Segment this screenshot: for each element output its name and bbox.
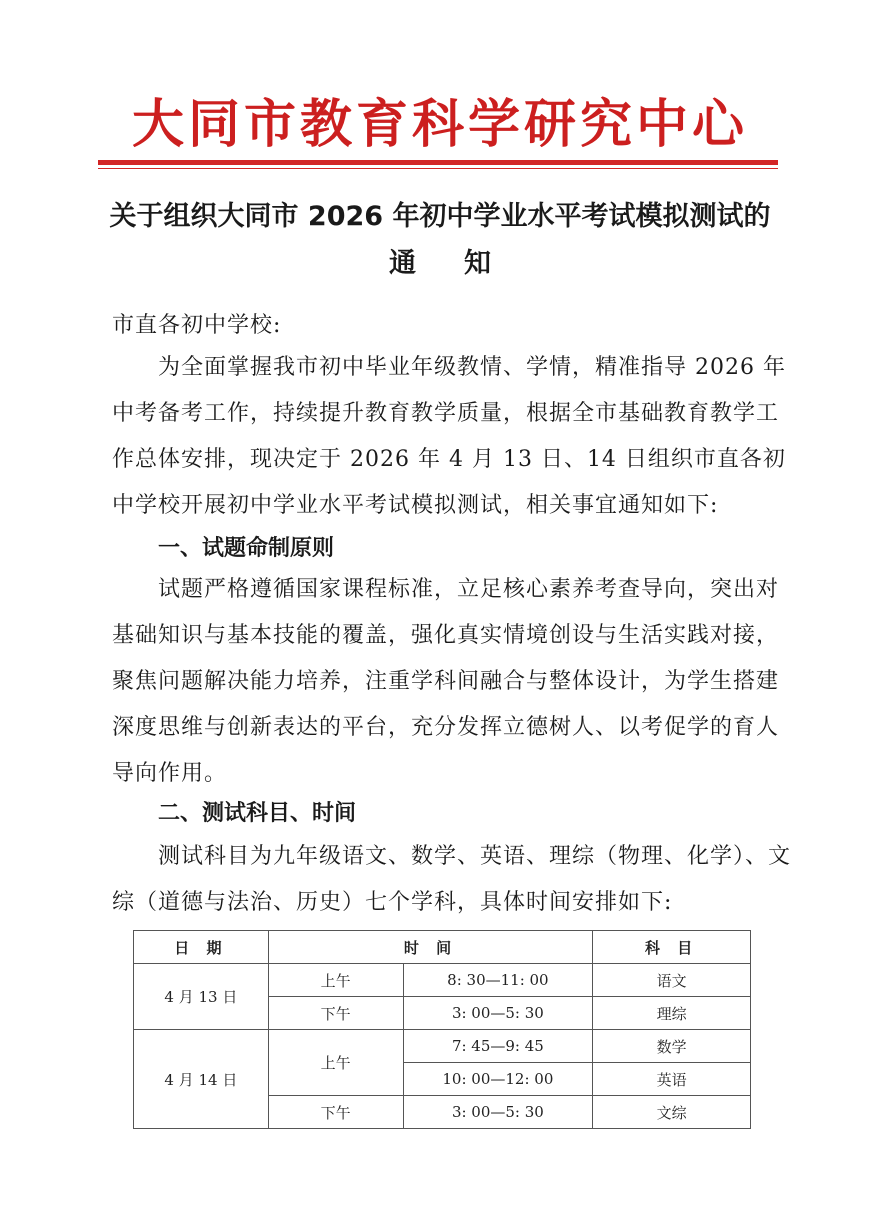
- cell-period: 下午: [268, 997, 403, 1030]
- header-red-rule-thin: [98, 168, 778, 169]
- cell-time: 8: 30—11: 00: [403, 964, 593, 997]
- intro-paragraph: 为全面掌握我市初中毕业年级教情、学情，精准指导 2026 年中考备考工作，持续提升教育教学质量，根据全市基础教育教学工作总体安排，现决定于 2026 年 4 月 13 日、14 日组织市直各初中学校开展初中学业水平考试模拟测试，相关事宜通知如下:: [112, 355, 786, 518]
- cell-subject: 文综: [593, 1096, 751, 1129]
- section-1-paragraph: 试题严格遵循国家课程标准，立足核心素养考查导向，突出对基础知识与基本技能的覆盖，强化真实情境创设与生活实践对接，聚焦问题解决能力培养，注重学科间融合与整体设计，为学生搭建深度思维与创新表达的平台，充分发挥立德树人、以考促学的育人导向作用。: [112, 577, 780, 786]
- document-title: 关于组织大同市 2026 年初中学业水平考试模拟测试的: [109, 201, 771, 232]
- table-row: [134, 964, 751, 997]
- header-time: 时 间: [268, 931, 592, 964]
- organization-header: 大同市教育科学研究中心: [131, 94, 748, 155]
- cell-time: 3: 00—5: 30: [403, 1096, 593, 1129]
- cell-time: 7: 45—9: 45: [403, 1030, 593, 1063]
- schedule-table: [133, 930, 751, 1129]
- table-row: [134, 1030, 751, 1063]
- cell-date-day2: 4 月 14 日: [134, 1030, 269, 1129]
- document-subtitle: 通知: [389, 248, 539, 279]
- cell-subject: 语文: [593, 964, 751, 997]
- section-2-paragraph: 测试科目为九年级语文、数学、英语、理综（物理、化学）、文综（道德与法治、历史）七个学科，具体时间安排如下:: [112, 844, 792, 915]
- cell-time: 10: 00—12: 00: [403, 1063, 593, 1096]
- cell-subject: 理综: [593, 997, 751, 1030]
- cell-date-day1: 4 月 13 日: [134, 964, 269, 1030]
- cell-period: 上午: [268, 1030, 403, 1096]
- cell-subject: 英语: [593, 1063, 751, 1096]
- cell-subject: 数学: [593, 1030, 751, 1063]
- header-red-rule: [98, 160, 778, 165]
- section-2-heading: 二、测试科目、时间: [158, 801, 357, 826]
- cell-period: 下午: [268, 1096, 403, 1129]
- cell-time: 3: 00—5: 30: [403, 997, 593, 1030]
- salutation: 市直各初中学校:: [112, 313, 282, 338]
- section-1-heading: 一、试题命制原则: [158, 536, 335, 561]
- cell-period: 上午: [268, 964, 403, 997]
- header-subject: 科 目: [593, 931, 751, 964]
- table-header-row: [134, 931, 751, 964]
- header-date: 日 期: [134, 931, 269, 964]
